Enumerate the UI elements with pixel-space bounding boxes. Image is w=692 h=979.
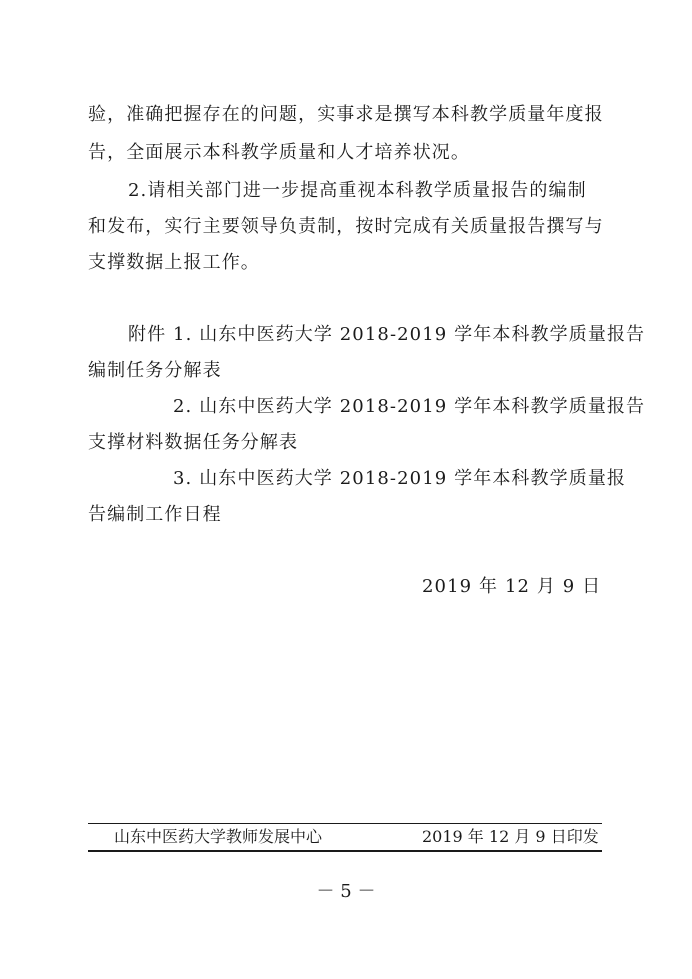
attachment-2-line1: 2. 山东中医药大学 2018-2019 学年本科教学质量报告 [173,396,646,417]
body-para1-line2: 告，全面展示本科教学质量和人才培养状况。 [88,142,470,163]
body-para2-line3: 支撑数据上报工作。 [88,252,260,273]
page-number: － 5 － [316,881,376,902]
body-para1-line1: 验，准确把握存在的问题，实事求是撰写本科教学质量年度报 [88,104,604,125]
attachment-1-line1: 附件 1. 山东中医药大学 2018-2019 学年本科教学质量报告 [128,324,646,345]
attachment-3-line2: 告编制工作日程 [88,504,222,525]
attachment-3-line1: 3. 山东中医药大学 2018-2019 学年本科教学质量报 [173,468,627,489]
footer-issuer: 山东中医药大学教师发展中心 [114,827,323,846]
attachment-1-line2: 编制任务分解表 [88,360,222,381]
document-date: 2019 年 12 月 9 日 [422,576,602,597]
footer-bottom-rule [88,850,602,852]
footer-print-date: 2019 年 12 月 9 日印发 [422,827,599,846]
body-para2-line2: 和发布，实行主要领导负责制，按时完成有关质量报告撰写与 [88,216,604,237]
footer-top-rule [88,823,602,824]
attachment-2-line2: 支撑材料数据任务分解表 [88,432,299,453]
body-para2-line1: 2.请相关部门进一步提高重视本科教学质量报告的编制 [128,180,587,201]
